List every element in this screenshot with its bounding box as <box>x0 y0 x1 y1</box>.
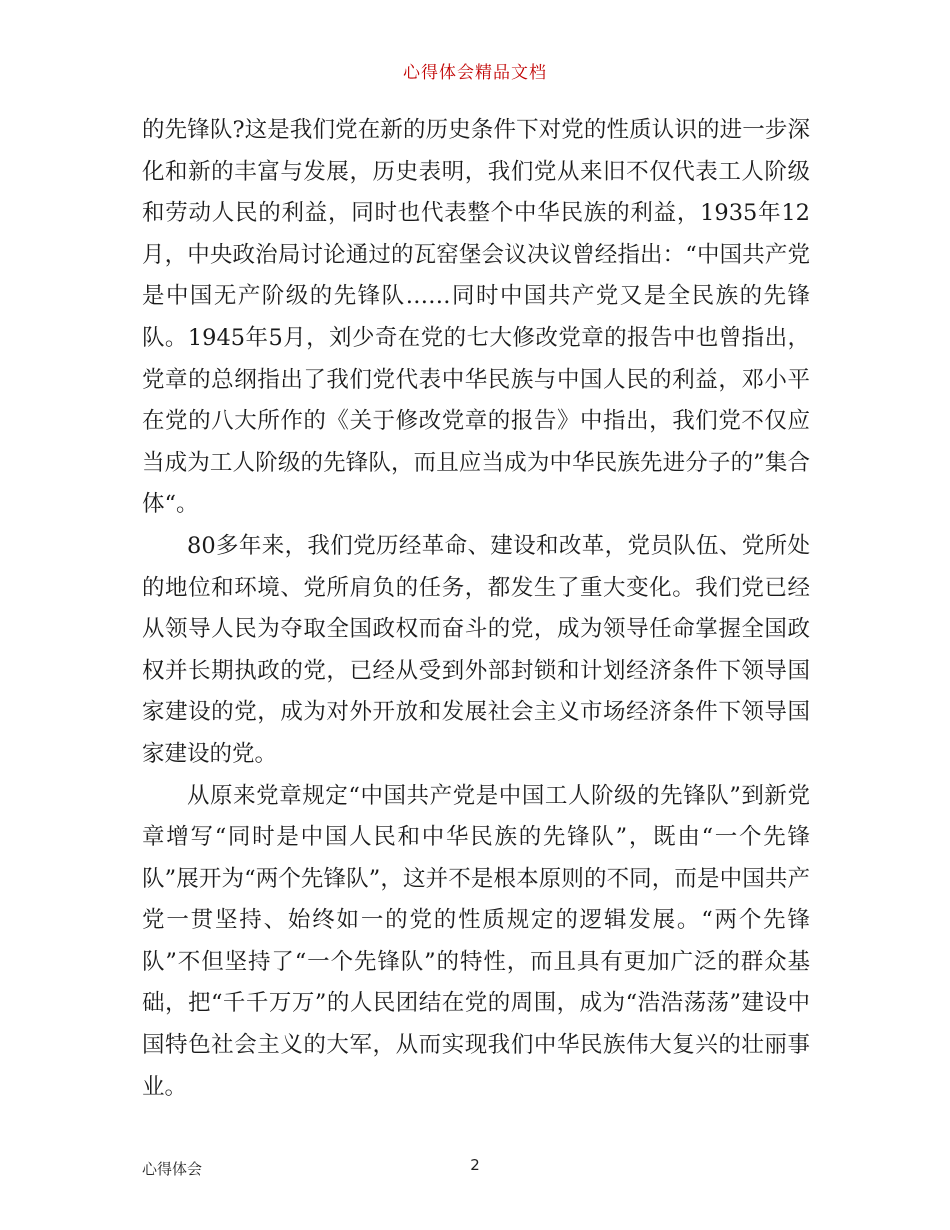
page-number: 2 <box>470 1156 480 1174</box>
paragraph-1: 的先锋队?这是我们党在新的历史条件下对党的性质认识的进一步深化和新的丰富与发展，历史表明，我们党从来旧不仅代表工人阶级和劳动人民的利益，同时也代表整个中华民族的利益，1935年12月，中央政治局讨论通过的瓦窑堡会议决议曾经指出：“中国共产党是中国无产阶级的先锋队……同时中国共产党又是全民族的先锋队。1945年5月，刘少奇在党的七大修改党章的报告中也曾指出，党章的总纲指出了我们党代表中华民族与中国人民的利益，邓小平在党的八大所作的《关于修改党章的报告》中指出，我们党不仅应当成为工人阶级的先锋队，而且应当成为中华民族先进分子的”集合体“。 <box>142 117 810 518</box>
paragraph-2: 80多年来，我们党历经革命、建设和改革，党员队伍、党所处的地位和环境、党所肩负的任务，都发生了重大变化。我们党已经从领导人民为夺取全国政权而奋斗的党，成为领导任命掌握全国政权并长期执政的党，已经从受到外部封锁和计划经济条件下领导国家建设的党，成为对外开放和发展社会主义市场经济条件下领导国家建设的党。 <box>142 532 810 767</box>
page-header-title: 心得体会精品文档 <box>403 63 547 83</box>
footer-label: 心得体会 <box>142 1160 203 1178</box>
paragraph-3: 从原来党章规定“中国共产党是中国工人阶级的先锋队”到新党章增写“同时是中国人民和中华民族的先锋队”，既由“一个先锋队”展开为“两个先锋队”，这并不是根本原则的不同，而是中国共产党一贯坚持、始终如一的党的性质规定的逻辑发展。“两个先锋队”不但坚持了“一个先锋队”的特性，而且具有更加广泛的群众基础，把“千千万万”的人民团结在党的周围，成为“浩浩荡荡”建设中国特色社会主义的大军，从而实现我们中华民族伟大复兴的壮丽事业。 <box>142 782 810 1100</box>
document-body <box>142 110 810 1108</box>
